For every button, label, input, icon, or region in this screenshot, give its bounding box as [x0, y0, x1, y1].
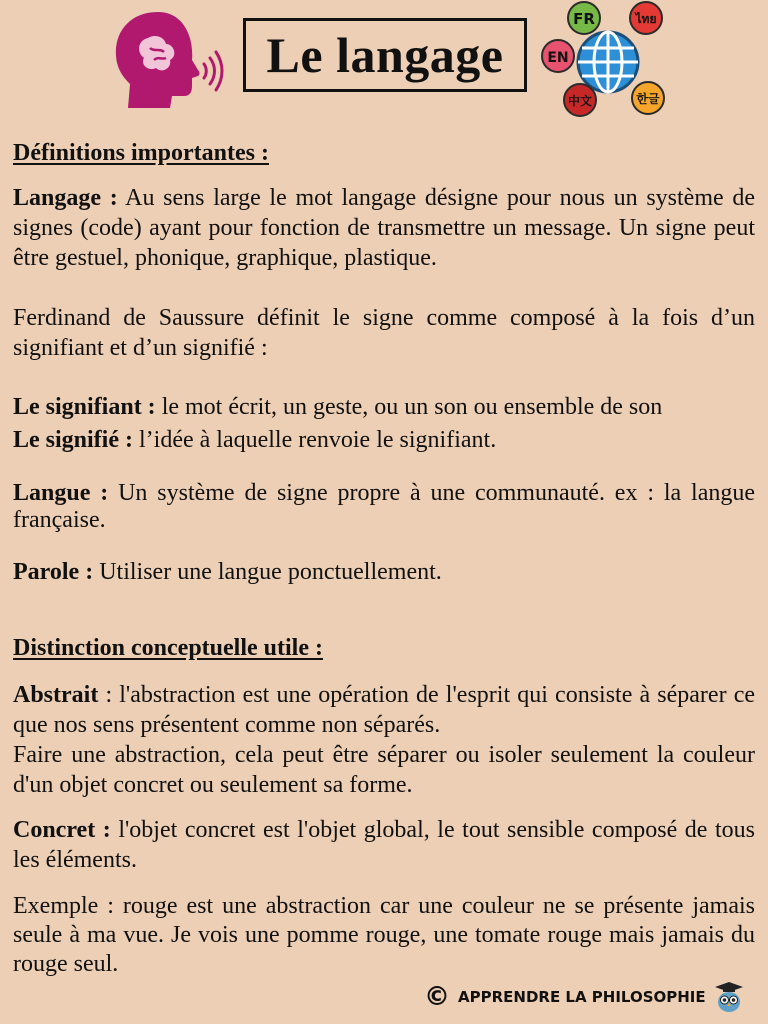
bubble-fr: FR [573, 10, 595, 28]
text-signifie: l’idée à laquelle renvoie le signifiant. [139, 427, 497, 453]
text-concret: l'objet concret est l'objet global, le tout sensible composé de tous les éléments. [13, 817, 756, 873]
text-exemple: Exemple : rouge est une abstraction car une couleur ne se présente jamais seule à ma vue. Je vois une pomme rouge, une tomate rouge mais jamais du rouge seul. [13, 893, 755, 977]
label-langue: Langue : [13, 480, 109, 506]
example-paragraph [13, 892, 755, 979]
text-langage: Au sens large le mot langage désigne pour nous un système de signes (code) ayant pour fonction de transmettre un message. Un signe peut être gestuel, phonique, graphique, plastique. [13, 185, 756, 271]
main-content [13, 140, 755, 979]
speaking-head-icon [108, 8, 228, 112]
globe-languages-icon [540, 0, 670, 122]
text-abstrait-extra: Faire une abstraction, cela peut être séparer ou isoler seulement la couleur d'un objet concret ou seulement sa forme. [13, 742, 755, 798]
header [0, 0, 768, 130]
bubble-th: ไทย [635, 12, 657, 26]
text-abstrait: : l'abstraction est une opération de l'esprit qui consiste à séparer ce que nos sens présentent comme non séparés. [13, 682, 756, 738]
owl-graduate-icon [714, 981, 744, 1013]
text-saussure: Ferdinand de Saussure définit le signe comme composé à la fois d’un signifiant et d’un signifié : [13, 305, 755, 361]
brand-name: APPRENDRE LA PHILOSOPHIE [458, 988, 706, 1006]
definition-saussure [13, 303, 755, 363]
definition-signifie [13, 425, 755, 455]
definition-langage [13, 183, 755, 273]
definition-abstrait-extra [13, 740, 755, 800]
definition-langue [13, 480, 755, 534]
label-concret: Concret : [13, 817, 111, 843]
bubble-zh: 中文 [567, 94, 593, 108]
section-title-distinction: Distinction conceptuelle utile : [13, 635, 323, 661]
footer-brand [424, 980, 764, 1014]
bubble-ko: 한글 [636, 92, 660, 106]
text-langue: Un système de signe propre à une communauté. ex : la langue française. [13, 480, 755, 533]
copyright-icon: © [424, 982, 450, 1012]
section-title-definitions: Définitions importantes : [13, 140, 269, 166]
label-langage: Langage : [13, 185, 118, 211]
label-parole: Parole : [13, 559, 94, 585]
label-abstrait: Abstrait [13, 682, 99, 708]
definition-parole [13, 557, 755, 587]
definition-abstrait [13, 680, 755, 740]
page-title: Le langage [243, 18, 527, 92]
label-signifiant: Le signifiant : [13, 394, 156, 420]
text-parole: Utiliser une langue ponctuellement. [99, 559, 442, 585]
definition-concret [13, 815, 755, 875]
bubble-en: EN [547, 50, 569, 66]
definition-signifiant [13, 392, 755, 422]
label-signifie: Le signifié : [13, 427, 133, 453]
text-signifiant: le mot écrit, un geste, ou un son ou ensemble de son [161, 394, 663, 420]
